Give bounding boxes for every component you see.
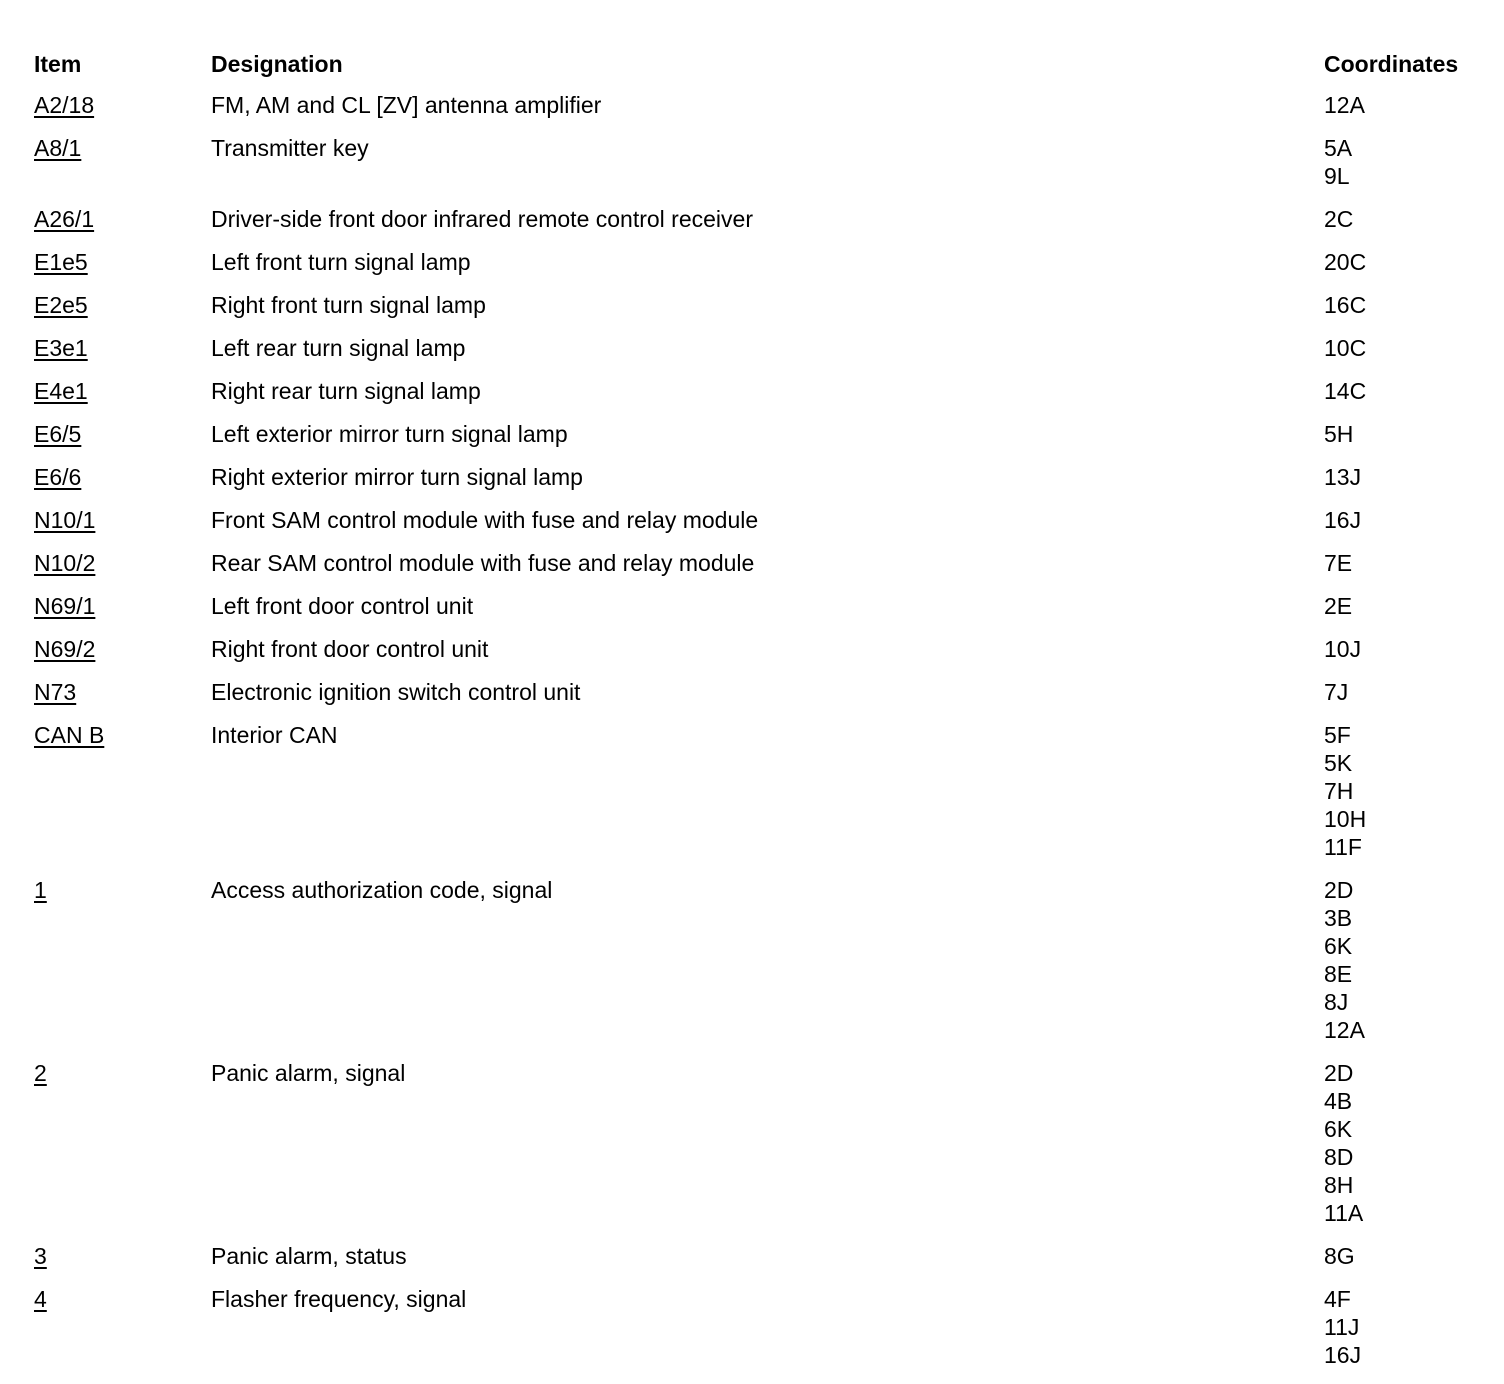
table-row: [34, 1285, 1484, 1384]
item-link[interactable]: N10/1: [34, 507, 96, 533]
table-row: [34, 549, 1484, 592]
coordinate-value: 8H: [1324, 1172, 1354, 1198]
coordinates-cell: [1324, 291, 1484, 319]
item-link[interactable]: E6/5: [34, 421, 82, 447]
coordinate-value: 6K: [1324, 1116, 1353, 1142]
item-cell: [34, 506, 211, 534]
coordinates-cell: [1324, 91, 1484, 119]
table-row: [34, 248, 1484, 291]
item-cell: [34, 205, 211, 233]
coordinate-value: 2D: [1324, 877, 1354, 903]
item-cell: [34, 876, 211, 904]
coordinates-cell: [1324, 420, 1484, 448]
designation-column-header: Designation: [211, 51, 343, 77]
table-row: [34, 635, 1484, 678]
item-cell: [34, 549, 211, 577]
item-link[interactable]: N69/2: [34, 636, 96, 662]
item-cell: [34, 91, 211, 119]
coordinates-cell: [1324, 334, 1484, 362]
coordinates-cell: [1324, 876, 1484, 1044]
designation-cell: Left front turn signal lamp: [211, 249, 471, 275]
coordinates-cell: [1324, 134, 1484, 190]
table-row: [34, 463, 1484, 506]
coordinates-cell: [1324, 1285, 1484, 1369]
item-link[interactable]: A8/1: [34, 135, 82, 161]
designation-cell: Flasher frequency, signal: [211, 1286, 467, 1312]
coordinates-cell: [1324, 463, 1484, 491]
item-link[interactable]: 2: [34, 1060, 47, 1086]
item-cell: [34, 334, 211, 362]
designation-cell: Right exterior mirror turn signal lamp: [211, 464, 583, 490]
designation-cell: Right rear turn signal lamp: [211, 378, 481, 404]
item-cell: [34, 420, 211, 448]
item-cell: [34, 248, 211, 276]
coordinates-cell: [1324, 549, 1484, 577]
table-row: [34, 377, 1484, 420]
item-link[interactable]: A2/18: [34, 92, 95, 118]
item-column-header: Item: [34, 51, 82, 77]
coordinate-value: 11J: [1324, 1314, 1360, 1340]
designation-cell: Right front turn signal lamp: [211, 292, 486, 318]
coordinates-cell: [1324, 592, 1484, 620]
coordinate-value: 4F: [1324, 1286, 1351, 1312]
table-row: [34, 506, 1484, 549]
coordinate-value: 20C: [1324, 249, 1367, 275]
coordinates-cell: [1324, 721, 1484, 861]
table-row: [34, 91, 1484, 134]
item-cell: [34, 1059, 211, 1087]
coordinates-cell: [1324, 377, 1484, 405]
item-link[interactable]: E6/6: [34, 464, 82, 490]
coordinate-value: 6K: [1324, 933, 1353, 959]
coordinate-value: 5F: [1324, 722, 1351, 748]
coordinate-value: 2E: [1324, 593, 1353, 619]
item-link[interactable]: 1: [34, 877, 47, 903]
coordinate-value: 8G: [1324, 1243, 1355, 1269]
coordinate-value: 8D: [1324, 1144, 1354, 1170]
coordinates-cell: [1324, 506, 1484, 534]
item-link[interactable]: CAN B: [34, 722, 105, 748]
coordinate-value: 8J: [1324, 989, 1349, 1015]
legend-table: [34, 48, 1484, 1384]
item-link[interactable]: N10/2: [34, 550, 96, 576]
designation-cell: Rear SAM control module with fuse and relay module: [211, 550, 755, 576]
coordinate-value: 2D: [1324, 1060, 1354, 1086]
coordinate-value: 10J: [1324, 636, 1362, 662]
table-row: [34, 1242, 1484, 1285]
table-row: [34, 721, 1484, 876]
item-link[interactable]: E1e5: [34, 249, 88, 275]
designation-cell: Access authorization code, signal: [211, 877, 553, 903]
coordinates-column-header: Coordinates: [1324, 51, 1459, 77]
designation-cell: FM, AM and CL [ZV] antenna amplifier: [211, 92, 602, 118]
item-cell: [34, 377, 211, 405]
item-cell: [34, 463, 211, 491]
table-body: [34, 91, 1484, 1384]
coordinate-value: 4B: [1324, 1088, 1353, 1114]
coordinates-cell: [1324, 1242, 1484, 1270]
coordinate-value: 5K: [1324, 750, 1353, 776]
table-row: [34, 205, 1484, 248]
item-link[interactable]: N73: [34, 679, 77, 705]
table-row: [34, 592, 1484, 635]
coordinate-value: 16J: [1324, 1342, 1362, 1368]
coordinate-value: 13J: [1324, 464, 1362, 490]
item-cell: [34, 721, 211, 749]
table-row: [34, 334, 1484, 377]
table-row: [34, 876, 1484, 1059]
coordinate-value: 9L: [1324, 163, 1350, 189]
coordinate-value: 2C: [1324, 206, 1354, 232]
item-link[interactable]: N69/1: [34, 593, 96, 619]
table-header: [34, 48, 1484, 91]
table-row: [34, 134, 1484, 205]
item-link[interactable]: E4e1: [34, 378, 88, 404]
designation-cell: Front SAM control module with fuse and relay module: [211, 507, 759, 533]
item-cell: [34, 1242, 211, 1270]
coordinate-value: 8E: [1324, 961, 1353, 987]
coordinates-cell: [1324, 678, 1484, 706]
item-cell: [34, 678, 211, 706]
designation-cell: Left front door control unit: [211, 593, 474, 619]
coordinate-value: 12A: [1324, 1017, 1365, 1043]
designation-cell: Driver-side front door infrared remote control receiver: [211, 206, 753, 232]
coordinate-value: 11F: [1324, 834, 1362, 860]
item-link[interactable]: 3: [34, 1243, 47, 1269]
coordinates-cell: [1324, 1059, 1484, 1227]
coordinates-cell: [1324, 248, 1484, 276]
coordinate-value: 11A: [1324, 1200, 1364, 1226]
item-cell: [34, 291, 211, 319]
item-link[interactable]: E3e1: [34, 335, 88, 361]
coordinate-value: 7J: [1324, 679, 1349, 705]
item-link[interactable]: A26/1: [34, 206, 95, 232]
item-link[interactable]: 4: [34, 1286, 47, 1312]
coordinate-value: 16J: [1324, 507, 1362, 533]
designation-cell: Left rear turn signal lamp: [211, 335, 466, 361]
table-row: [34, 291, 1484, 334]
designation-cell: Panic alarm, signal: [211, 1060, 406, 1086]
coordinate-value: 5A: [1324, 135, 1353, 161]
table-row: [34, 678, 1484, 721]
coordinate-value: 16C: [1324, 292, 1367, 318]
table-row: [34, 420, 1484, 463]
item-cell: [34, 134, 211, 162]
item-cell: [34, 1285, 211, 1313]
coordinate-value: 7H: [1324, 778, 1354, 804]
coordinate-value: 5H: [1324, 421, 1354, 447]
coordinate-value: 7E: [1324, 550, 1353, 576]
designation-cell: Left exterior mirror turn signal lamp: [211, 421, 568, 447]
coordinate-value: 10C: [1324, 335, 1367, 361]
designation-cell: Transmitter key: [211, 135, 369, 161]
coordinate-value: 10H: [1324, 806, 1367, 832]
designation-cell: Electronic ignition switch control unit: [211, 679, 581, 705]
designation-cell: Right front door control unit: [211, 636, 489, 662]
coordinate-value: 3B: [1324, 905, 1353, 931]
item-cell: [34, 592, 211, 620]
designation-cell: Panic alarm, status: [211, 1243, 407, 1269]
table-row: [34, 1059, 1484, 1242]
coordinate-value: 14C: [1324, 378, 1367, 404]
designation-cell: Interior CAN: [211, 722, 338, 748]
coordinate-value: 12A: [1324, 92, 1365, 118]
item-cell: [34, 635, 211, 663]
item-link[interactable]: E2e5: [34, 292, 88, 318]
coordinates-cell: [1324, 205, 1484, 233]
coordinates-cell: [1324, 635, 1484, 663]
